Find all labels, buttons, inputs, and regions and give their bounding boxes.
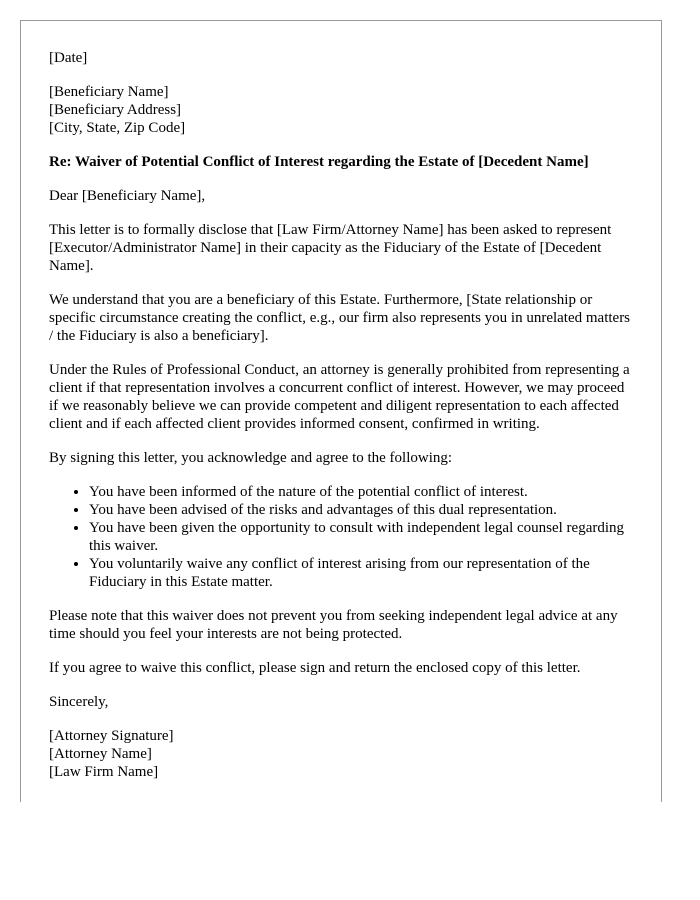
paragraph-return: If you agree to waive this conflict, please sign and return the enclosed copy of this letter. xyxy=(49,660,581,676)
paragraph-acknowledge: By signing this letter, you acknowledge and agree to the following: xyxy=(49,450,453,466)
letter-date: [Date] xyxy=(49,50,88,66)
law-firm-name: [Law Firm Name] xyxy=(49,764,159,780)
recipient-name: [Beneficiary Name] xyxy=(49,84,169,100)
paragraph-disclosure: This letter is to formally disclose that [Law Firm/Attorney Name] has been asked to represent [Executor/Administrator Name] in their capacity as the Fiduciary of the Estate of [Decedent Name]. xyxy=(49,222,612,274)
valediction: Sincerely, xyxy=(49,694,109,710)
acknowledgement-list xyxy=(49,483,633,591)
subject-line: Re: Waiver of Potential Conflict of Interest regarding the Estate of [Decedent Name] xyxy=(49,154,589,170)
salutation: Dear [Beneficiary Name], xyxy=(49,188,206,204)
list-item: • You voluntarily waive any conflict of interest arising from our representation of the Fiduciary in this Estate matter. xyxy=(89,555,633,591)
letter-page xyxy=(20,20,662,802)
attorney-name: [Attorney Name] xyxy=(49,746,152,762)
recipient-city: [City, State, Zip Code] xyxy=(49,120,186,136)
list-item: • You have been advised of the risks and advantages of this dual representation. xyxy=(89,501,633,519)
attorney-signature: [Attorney Signature] xyxy=(49,728,174,744)
paragraph-advice: Please note that this waiver does not prevent you from seeking independent legal advice at any time should you feel your interests are not being protected. xyxy=(49,608,618,642)
list-item: • You have been given the opportunity to consult with independent legal counsel regarding this waiver. xyxy=(89,519,633,555)
recipient-block xyxy=(49,83,633,137)
signature-block xyxy=(49,727,633,781)
list-item: • You have been informed of the nature of the potential conflict of interest. xyxy=(89,483,633,501)
recipient-address: [Beneficiary Address] xyxy=(49,102,182,118)
paragraph-beneficiary: We understand that you are a beneficiary of this Estate. Furthermore, [State relationship or specific circumstance creating the conflict, e.g., our firm also represents you in unrelated matters / the Fiduciary is also a beneficiary]. xyxy=(49,292,631,344)
paragraph-rules: Under the Rules of Professional Conduct, an attorney is generally prohibited from representing a client if that representation involves a concurrent conflict of interest. However, we may proceed if we reasonably believe we can provide competent and diligent representation to each affected client and if each affected client provides informed consent, confirmed in writing. xyxy=(49,362,630,432)
